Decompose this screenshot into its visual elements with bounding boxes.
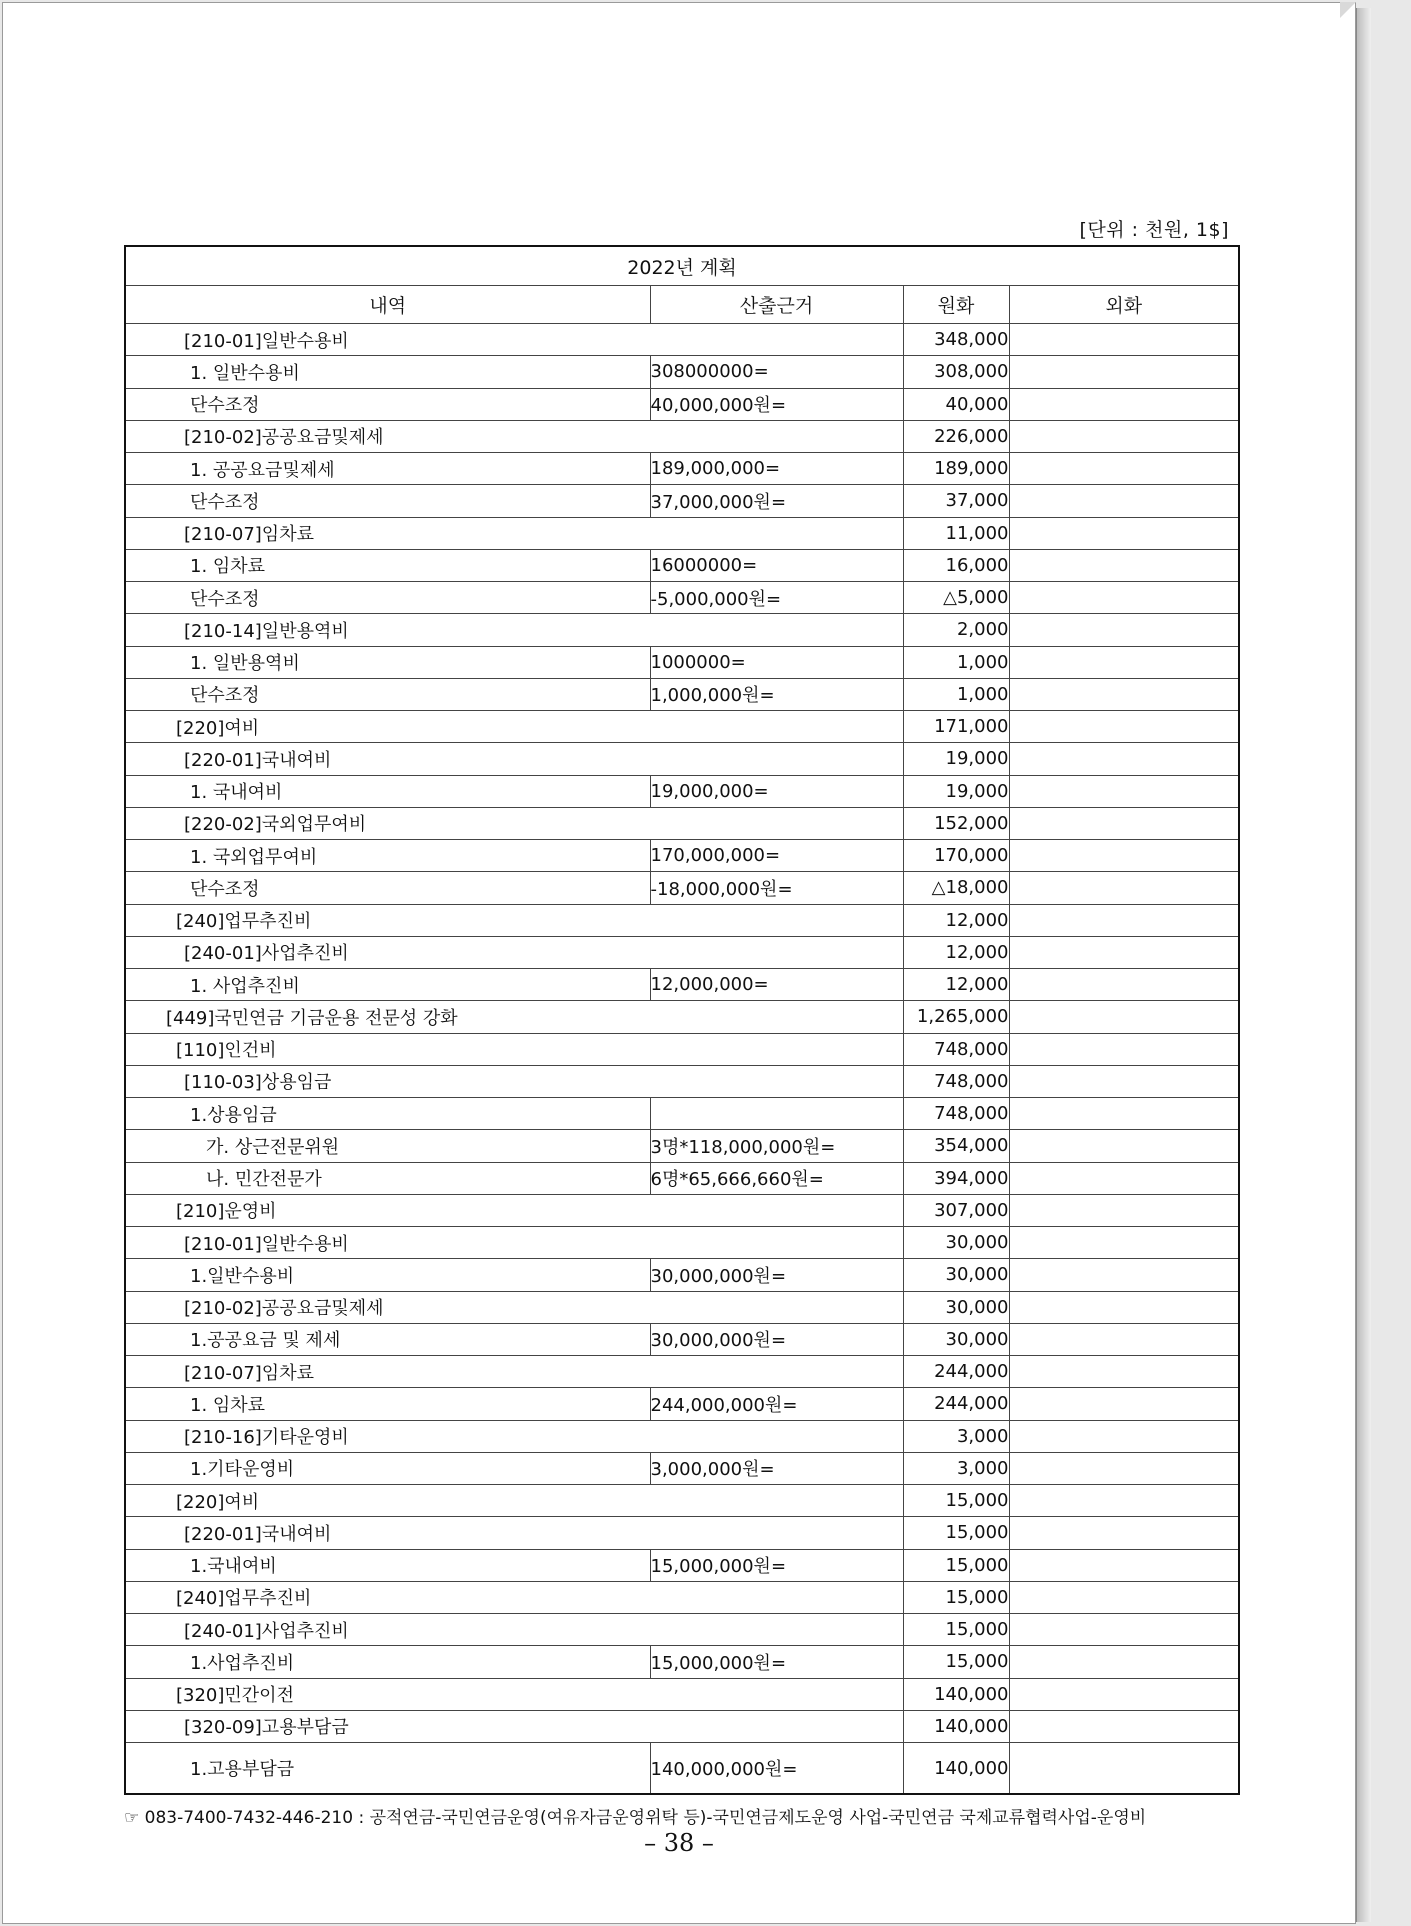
page-number: – 38 – bbox=[644, 1829, 714, 1857]
table-row bbox=[125, 1194, 1239, 1226]
basis-cell: 15,000,000원= bbox=[650, 1549, 903, 1581]
desc-cell: [240]업무추진비 bbox=[125, 1581, 650, 1613]
basis-cell bbox=[650, 1033, 903, 1065]
krw-cell: 12,000 bbox=[903, 904, 1009, 936]
basis-cell: 16000000= bbox=[650, 549, 903, 581]
desc-cell: 1. 국외업무여비 bbox=[125, 840, 650, 872]
basis-cell: 6명*65,666,660원= bbox=[650, 1162, 903, 1194]
table-row bbox=[125, 614, 1239, 646]
fx-cell bbox=[1009, 1710, 1239, 1742]
fx-cell bbox=[1009, 1678, 1239, 1710]
table-row bbox=[125, 1452, 1239, 1484]
table-row bbox=[125, 1291, 1239, 1323]
desc-cell: [320]민간이전 bbox=[125, 1678, 650, 1710]
basis-cell bbox=[650, 1485, 903, 1517]
fx-cell bbox=[1009, 936, 1239, 968]
table-row bbox=[125, 1388, 1239, 1420]
fx-cell bbox=[1009, 1614, 1239, 1646]
krw-cell: 15,000 bbox=[903, 1517, 1009, 1549]
krw-cell: 140,000 bbox=[903, 1678, 1009, 1710]
basis-cell: 12,000,000= bbox=[650, 969, 903, 1001]
krw-cell: 354,000 bbox=[903, 1130, 1009, 1162]
krw-cell: 140,000 bbox=[903, 1710, 1009, 1742]
desc-cell: 단수조정 bbox=[125, 872, 650, 904]
krw-cell: 226,000 bbox=[903, 420, 1009, 452]
fx-cell bbox=[1009, 1549, 1239, 1581]
basis-cell: 3,000,000원= bbox=[650, 1452, 903, 1484]
desc-cell: 1. 사업추진비 bbox=[125, 969, 650, 1001]
fx-cell bbox=[1009, 614, 1239, 646]
fx-cell bbox=[1009, 743, 1239, 775]
basis-cell bbox=[650, 1291, 903, 1323]
table-row bbox=[125, 969, 1239, 1001]
page-corner bbox=[1340, 2, 1356, 18]
table-row bbox=[125, 1614, 1239, 1646]
desc-cell: [210-16]기타운영비 bbox=[125, 1420, 650, 1452]
fx-cell bbox=[1009, 1227, 1239, 1259]
krw-cell: 19,000 bbox=[903, 775, 1009, 807]
krw-cell: △18,000 bbox=[903, 872, 1009, 904]
basis-cell bbox=[650, 1614, 903, 1646]
basis-cell bbox=[650, 1517, 903, 1549]
table-row bbox=[125, 582, 1239, 614]
budget-table bbox=[124, 245, 1240, 1795]
table-row bbox=[125, 420, 1239, 452]
fx-cell bbox=[1009, 1452, 1239, 1484]
basis-cell: 15,000,000원= bbox=[650, 1646, 903, 1678]
krw-cell: 30,000 bbox=[903, 1323, 1009, 1355]
basis-cell bbox=[650, 517, 903, 549]
fx-cell bbox=[1009, 1356, 1239, 1388]
desc-cell: 1.고용부담금 bbox=[125, 1743, 650, 1795]
krw-cell: 11,000 bbox=[903, 517, 1009, 549]
basis-cell bbox=[650, 420, 903, 452]
krw-cell: 308,000 bbox=[903, 356, 1009, 388]
table-row bbox=[125, 1259, 1239, 1291]
krw-cell: 748,000 bbox=[903, 1033, 1009, 1065]
krw-cell: 15,000 bbox=[903, 1485, 1009, 1517]
table-row bbox=[125, 324, 1239, 356]
krw-cell: 152,000 bbox=[903, 807, 1009, 839]
krw-cell: 140,000 bbox=[903, 1743, 1009, 1795]
fx-cell bbox=[1009, 1291, 1239, 1323]
table-row bbox=[125, 840, 1239, 872]
desc-cell: [220]여비 bbox=[125, 1485, 650, 1517]
desc-cell: 가. 상근전문위원 bbox=[125, 1130, 650, 1162]
desc-cell: 1.사업추진비 bbox=[125, 1646, 650, 1678]
table-row bbox=[125, 678, 1239, 710]
basis-cell: 30,000,000원= bbox=[650, 1259, 903, 1291]
table-row bbox=[125, 1485, 1239, 1517]
basis-cell bbox=[650, 1678, 903, 1710]
basis-cell bbox=[650, 904, 903, 936]
basis-cell: -5,000,000원= bbox=[650, 582, 903, 614]
basis-cell bbox=[650, 1227, 903, 1259]
unit-note: [단위 : 천원, 1$] bbox=[1079, 219, 1229, 241]
krw-cell: 1,000 bbox=[903, 646, 1009, 678]
table-row bbox=[125, 1710, 1239, 1742]
krw-cell: 15,000 bbox=[903, 1581, 1009, 1613]
basis-cell: 40,000,000원= bbox=[650, 388, 903, 420]
krw-cell: 748,000 bbox=[903, 1065, 1009, 1097]
table-title: 2022년 계획 bbox=[125, 246, 1239, 286]
desc-cell: [220-01]국내여비 bbox=[125, 1517, 650, 1549]
desc-cell: 나. 민간전문가 bbox=[125, 1162, 650, 1194]
desc-cell: [110-03]상용임금 bbox=[125, 1065, 650, 1097]
fx-cell bbox=[1009, 1194, 1239, 1226]
krw-cell: 40,000 bbox=[903, 388, 1009, 420]
krw-cell: 3,000 bbox=[903, 1420, 1009, 1452]
desc-cell: 1. 국내여비 bbox=[125, 775, 650, 807]
fx-cell bbox=[1009, 1098, 1239, 1130]
desc-cell: [220]여비 bbox=[125, 711, 650, 743]
krw-cell: 307,000 bbox=[903, 1194, 1009, 1226]
fx-cell bbox=[1009, 517, 1239, 549]
table-row bbox=[125, 872, 1239, 904]
table-row bbox=[125, 1130, 1239, 1162]
desc-cell: [210-02]공공요금및제세 bbox=[125, 420, 650, 452]
krw-cell: 2,000 bbox=[903, 614, 1009, 646]
footnote: ☞ 083-7400-7432-446-210 : 공적연금-국민연금운영(여유자금운영위탁 등)-국민연금제도운영 사업-국민연금 국제교류협력사업-운영비 bbox=[124, 1808, 1147, 1828]
krw-cell: 12,000 bbox=[903, 936, 1009, 968]
fx-cell bbox=[1009, 1001, 1239, 1033]
desc-cell: 단수조정 bbox=[125, 582, 650, 614]
fx-cell bbox=[1009, 453, 1239, 485]
basis-cell bbox=[650, 1065, 903, 1097]
document-page bbox=[2, 2, 1356, 1924]
table-row bbox=[125, 549, 1239, 581]
table-row bbox=[125, 1098, 1239, 1130]
basis-cell bbox=[650, 1098, 903, 1130]
basis-cell bbox=[650, 743, 903, 775]
table-row bbox=[125, 775, 1239, 807]
fx-cell bbox=[1009, 1130, 1239, 1162]
table-row bbox=[125, 1549, 1239, 1581]
fx-cell bbox=[1009, 678, 1239, 710]
table-row bbox=[125, 485, 1239, 517]
desc-cell: 1. 임차료 bbox=[125, 1388, 650, 1420]
fx-cell bbox=[1009, 1033, 1239, 1065]
krw-cell: 394,000 bbox=[903, 1162, 1009, 1194]
table-row bbox=[125, 904, 1239, 936]
krw-cell: 19,000 bbox=[903, 743, 1009, 775]
fx-cell bbox=[1009, 807, 1239, 839]
desc-cell: 단수조정 bbox=[125, 485, 650, 517]
table-row bbox=[125, 1001, 1239, 1033]
basis-cell bbox=[650, 711, 903, 743]
fx-cell bbox=[1009, 1485, 1239, 1517]
table-row bbox=[125, 1323, 1239, 1355]
desc-cell: 1.기타운영비 bbox=[125, 1452, 650, 1484]
fx-cell bbox=[1009, 775, 1239, 807]
basis-cell: 19,000,000= bbox=[650, 775, 903, 807]
desc-cell: 단수조정 bbox=[125, 388, 650, 420]
table-row bbox=[125, 807, 1239, 839]
fx-cell bbox=[1009, 1065, 1239, 1097]
krw-cell: 16,000 bbox=[903, 549, 1009, 581]
desc-cell: [210]운영비 bbox=[125, 1194, 650, 1226]
desc-cell: [240]업무추진비 bbox=[125, 904, 650, 936]
basis-cell: 244,000,000원= bbox=[650, 1388, 903, 1420]
fx-cell bbox=[1009, 1517, 1239, 1549]
basis-cell bbox=[650, 1420, 903, 1452]
header-basis: 산출근거 bbox=[650, 286, 903, 324]
table-row bbox=[125, 1678, 1239, 1710]
desc-cell: [210-01]일반수용비 bbox=[125, 1227, 650, 1259]
fx-cell bbox=[1009, 1646, 1239, 1678]
table-row bbox=[125, 1356, 1239, 1388]
fx-cell bbox=[1009, 904, 1239, 936]
krw-cell: 244,000 bbox=[903, 1356, 1009, 1388]
fx-cell bbox=[1009, 840, 1239, 872]
krw-cell: 15,000 bbox=[903, 1646, 1009, 1678]
basis-cell bbox=[650, 1356, 903, 1388]
basis-cell bbox=[650, 807, 903, 839]
basis-cell: 308000000= bbox=[650, 356, 903, 388]
krw-cell: 30,000 bbox=[903, 1291, 1009, 1323]
desc-cell: [210-07]임차료 bbox=[125, 517, 650, 549]
basis-cell bbox=[650, 324, 903, 356]
krw-cell: 3,000 bbox=[903, 1452, 1009, 1484]
page-edge-shadow bbox=[1356, 8, 1371, 1922]
fx-cell bbox=[1009, 1259, 1239, 1291]
desc-cell: 1. 공공요금및제세 bbox=[125, 453, 650, 485]
krw-cell: 748,000 bbox=[903, 1098, 1009, 1130]
table-body bbox=[125, 324, 1239, 1795]
desc-cell: 1.공공요금 및 제세 bbox=[125, 1323, 650, 1355]
krw-cell: 348,000 bbox=[903, 324, 1009, 356]
table-row bbox=[125, 1162, 1239, 1194]
table-row bbox=[125, 1581, 1239, 1613]
table-row bbox=[125, 1033, 1239, 1065]
desc-cell: [210-02]공공요금및제세 bbox=[125, 1291, 650, 1323]
desc-cell: 1. 임차료 bbox=[125, 549, 650, 581]
fx-cell bbox=[1009, 1743, 1239, 1795]
desc-cell: [210-07]임차료 bbox=[125, 1356, 650, 1388]
table-row bbox=[125, 646, 1239, 678]
table-row bbox=[125, 356, 1239, 388]
krw-cell: 30,000 bbox=[903, 1227, 1009, 1259]
krw-cell: 1,000 bbox=[903, 678, 1009, 710]
krw-cell: 170,000 bbox=[903, 840, 1009, 872]
fx-cell bbox=[1009, 1420, 1239, 1452]
basis-cell bbox=[650, 1194, 903, 1226]
krw-cell: △5,000 bbox=[903, 582, 1009, 614]
desc-cell: [210-14]일반용역비 bbox=[125, 614, 650, 646]
basis-cell: 140,000,000원= bbox=[650, 1743, 903, 1795]
krw-cell: 171,000 bbox=[903, 711, 1009, 743]
table-row bbox=[125, 1646, 1239, 1678]
desc-cell: [449]국민연금 기금운용 전문성 강화 bbox=[125, 1001, 650, 1033]
table-row bbox=[125, 1227, 1239, 1259]
desc-cell: [240-01]사업추진비 bbox=[125, 936, 650, 968]
basis-cell bbox=[650, 1710, 903, 1742]
krw-cell: 1,265,000 bbox=[903, 1001, 1009, 1033]
fx-cell bbox=[1009, 1388, 1239, 1420]
basis-cell: 30,000,000원= bbox=[650, 1323, 903, 1355]
desc-cell: [210-01]일반수용비 bbox=[125, 324, 650, 356]
desc-cell: 1.상용임금 bbox=[125, 1098, 650, 1130]
table-row bbox=[125, 388, 1239, 420]
table-row bbox=[125, 743, 1239, 775]
table-row bbox=[125, 1517, 1239, 1549]
table-row bbox=[125, 711, 1239, 743]
header-krw: 원화 bbox=[903, 286, 1009, 324]
fx-cell bbox=[1009, 388, 1239, 420]
desc-cell: 1. 일반수용비 bbox=[125, 356, 650, 388]
krw-cell: 244,000 bbox=[903, 1388, 1009, 1420]
basis-cell: 170,000,000= bbox=[650, 840, 903, 872]
fx-cell bbox=[1009, 549, 1239, 581]
table-row bbox=[125, 936, 1239, 968]
table-row bbox=[125, 1420, 1239, 1452]
krw-cell: 30,000 bbox=[903, 1259, 1009, 1291]
basis-cell bbox=[650, 1581, 903, 1613]
basis-cell: 189,000,000= bbox=[650, 453, 903, 485]
basis-cell bbox=[650, 1001, 903, 1033]
krw-cell: 12,000 bbox=[903, 969, 1009, 1001]
krw-cell: 15,000 bbox=[903, 1614, 1009, 1646]
basis-cell: -18,000,000원= bbox=[650, 872, 903, 904]
desc-cell: [240-01]사업추진비 bbox=[125, 1614, 650, 1646]
fx-cell bbox=[1009, 582, 1239, 614]
desc-cell: [220-02]국외업무여비 bbox=[125, 807, 650, 839]
table-row bbox=[125, 1743, 1239, 1795]
fx-cell bbox=[1009, 969, 1239, 1001]
fx-cell bbox=[1009, 646, 1239, 678]
fx-cell bbox=[1009, 711, 1239, 743]
desc-cell: 단수조정 bbox=[125, 678, 650, 710]
table-row bbox=[125, 453, 1239, 485]
basis-cell: 1,000,000원= bbox=[650, 678, 903, 710]
basis-cell: 1000000= bbox=[650, 646, 903, 678]
basis-cell bbox=[650, 936, 903, 968]
desc-cell: [220-01]국내여비 bbox=[125, 743, 650, 775]
krw-cell: 15,000 bbox=[903, 1549, 1009, 1581]
fx-cell bbox=[1009, 872, 1239, 904]
table-row bbox=[125, 517, 1239, 549]
desc-cell: [320-09]고용부담금 bbox=[125, 1710, 650, 1742]
fx-cell bbox=[1009, 356, 1239, 388]
fx-cell bbox=[1009, 1323, 1239, 1355]
desc-cell: [110]인건비 bbox=[125, 1033, 650, 1065]
desc-cell: 1.국내여비 bbox=[125, 1549, 650, 1581]
basis-cell bbox=[650, 614, 903, 646]
desc-cell: 1.일반수용비 bbox=[125, 1259, 650, 1291]
fx-cell bbox=[1009, 1581, 1239, 1613]
krw-cell: 189,000 bbox=[903, 453, 1009, 485]
fx-cell bbox=[1009, 324, 1239, 356]
table-row bbox=[125, 1065, 1239, 1097]
header-fx: 외화 bbox=[1009, 286, 1239, 324]
fx-cell bbox=[1009, 420, 1239, 452]
fx-cell bbox=[1009, 1162, 1239, 1194]
fx-cell bbox=[1009, 485, 1239, 517]
basis-cell: 37,000,000원= bbox=[650, 485, 903, 517]
header-desc: 내역 bbox=[125, 286, 650, 324]
basis-cell: 3명*118,000,000원= bbox=[650, 1130, 903, 1162]
krw-cell: 37,000 bbox=[903, 485, 1009, 517]
desc-cell: 1. 일반용역비 bbox=[125, 646, 650, 678]
